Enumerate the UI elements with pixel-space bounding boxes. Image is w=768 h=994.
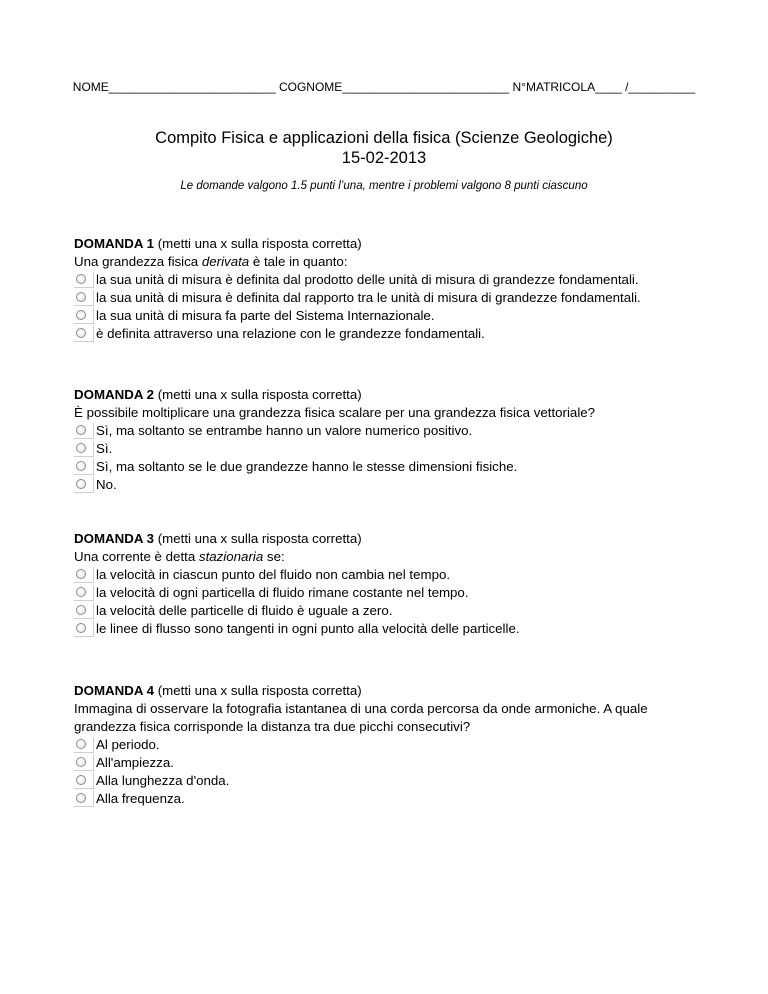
answer-option[interactable] [74, 289, 714, 307]
answer-option[interactable] [74, 458, 714, 476]
answer-option[interactable] [74, 566, 714, 584]
option-label: la sua unità di misura è definita dal prodotto delle unità di misura di grandezze fondamentali. [96, 272, 639, 287]
option-label: Al periodo. [96, 737, 160, 752]
scoring-note: Le domande valgono 1.5 punti l’una, mentre i problemi valgono 8 punti ciascuno [180, 180, 588, 192]
question-stem [74, 548, 714, 566]
exam-title [0, 128, 768, 168]
option-label: Sì, ma soltanto se le due grandezze hanno le stesse dimensioni fisiche. [96, 459, 518, 474]
radio-icon[interactable] [74, 440, 96, 458]
option-label: la sua unità di misura è definita dal rapporto tra le unità di misura di grandezze fondamentali. [96, 290, 641, 305]
radio-icon[interactable] [74, 307, 96, 325]
option-label: Sì, ma soltanto se entrambe hanno un valore numerico positivo. [96, 423, 473, 438]
answer-option[interactable] [74, 790, 704, 808]
question-stem [74, 404, 714, 422]
student-info-line: NOME_________________________ COGNOME_________________________ N°MATRICOLA____ /__________ [72, 80, 696, 94]
question-stem [74, 253, 714, 271]
radio-icon[interactable] [74, 271, 96, 289]
question-instruction: (metti una x sulla risposta corretta) [154, 683, 362, 698]
option-label: la velocità di ogni particella di fluido rimane costante nel tempo. [96, 585, 469, 600]
option-label: le linee di flusso sono tangenti in ogni punto alla velocità delle particelle. [96, 621, 520, 636]
radio-icon[interactable] [74, 736, 96, 754]
question-instruction: (metti una x sulla risposta corretta) [154, 531, 362, 546]
question-label: DOMANDA 3 [74, 531, 155, 546]
answer-option[interactable] [74, 584, 714, 602]
option-label: Sì. [96, 441, 113, 456]
radio-icon[interactable] [74, 772, 96, 790]
radio-icon[interactable] [74, 422, 96, 440]
answer-option[interactable] [74, 271, 714, 289]
option-label: All'ampiezza. [96, 755, 174, 770]
question-label: DOMANDA 2 [74, 387, 155, 402]
radio-icon[interactable] [74, 602, 96, 620]
radio-icon[interactable] [74, 476, 96, 494]
option-label: Alla frequenza. [96, 791, 185, 806]
radio-icon[interactable] [74, 754, 96, 772]
question-heading [74, 386, 714, 404]
answer-option[interactable] [74, 307, 714, 325]
answer-option[interactable] [74, 772, 704, 790]
question-heading [74, 235, 714, 253]
option-label: è definita attraverso una relazione con le grandezze fondamentali. [96, 326, 485, 341]
answer-option[interactable] [74, 736, 704, 754]
radio-icon[interactable] [74, 566, 96, 584]
stem-italic-term: stazionaria [198, 549, 264, 564]
answer-option[interactable] [74, 422, 714, 440]
question-stem: Immagina di osservare la fotografia istantanea di una corda percorsa da onde armoniche. A quale grandezza fisica corrisponde la distanza tra due picchi consecutivi? [74, 701, 648, 734]
stem-text: Una grandezza fisica [74, 254, 202, 269]
stem-text: è tale in quanto: [249, 254, 348, 269]
question-label: DOMANDA 4 [74, 683, 155, 698]
answer-option[interactable] [74, 754, 704, 772]
radio-icon[interactable] [74, 790, 96, 808]
option-label: No. [96, 477, 117, 492]
question-instruction: (metti una x sulla risposta corretta) [154, 387, 362, 402]
question-1 [74, 235, 714, 343]
answer-option[interactable] [74, 620, 714, 638]
answer-option[interactable] [74, 325, 714, 343]
option-label: la velocità in ciascun punto del fluido non cambia nel tempo. [96, 567, 451, 582]
option-label: Alla lunghezza d'onda. [96, 773, 230, 788]
stem-text: se: [263, 549, 285, 564]
stem-italic-term: derivata [201, 254, 250, 269]
exam-title-line: Compito Fisica e applicazioni della fisica (Scienze Geologiche) [155, 129, 613, 147]
question-instruction: (metti una x sulla risposta corretta) [154, 236, 362, 251]
question-heading [74, 530, 714, 548]
exam-date: 15-02-2013 [341, 149, 427, 167]
question-2 [74, 386, 714, 494]
stem-text: Una corrente è detta [74, 549, 199, 564]
radio-icon[interactable] [74, 620, 96, 638]
question-label: DOMANDA 1 [74, 236, 155, 251]
answer-option[interactable] [74, 440, 714, 458]
radio-icon[interactable] [74, 458, 96, 476]
answer-option[interactable] [74, 602, 714, 620]
stem-text: È possibile moltiplicare una grandezza fisica scalare per una grandezza fisica vettoriale? [74, 405, 596, 420]
radio-icon[interactable] [74, 584, 96, 602]
radio-icon[interactable] [74, 289, 96, 307]
option-label: la sua unità di misura fa parte del Sistema Internazionale. [96, 308, 435, 323]
radio-icon[interactable] [74, 325, 96, 343]
option-label: la velocità delle particelle di fluido è uguale a zero. [96, 603, 393, 618]
answer-option[interactable] [74, 476, 714, 494]
question-3 [74, 530, 714, 638]
question-4 [74, 682, 704, 808]
question-heading [74, 682, 704, 700]
